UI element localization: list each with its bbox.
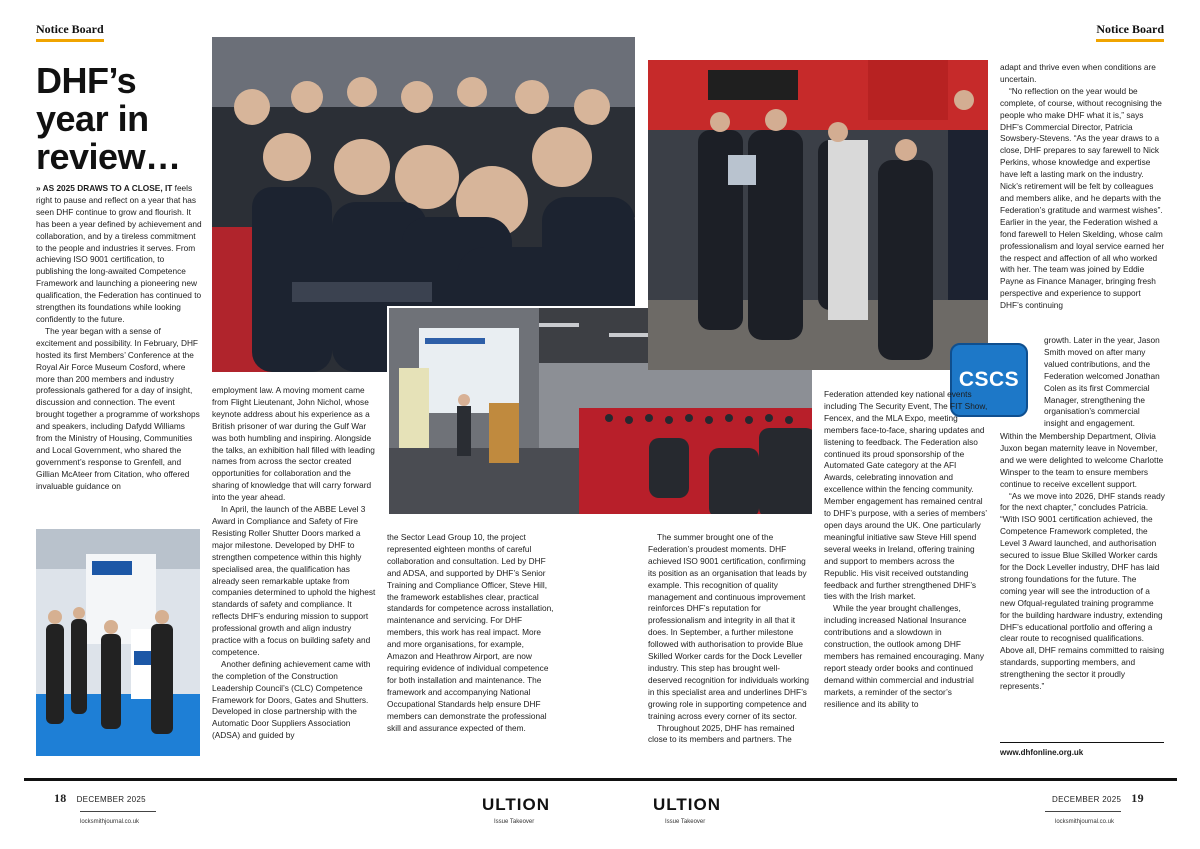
issue-takeover-right: Issue Takeover [665, 819, 706, 825]
paragraph-events: Federation attended key national events including The Security Event, The FIT Show, Fencex, and the MLA Expo, meeting members face-to-face, sharing updates and listening to feedback. The Federation also continued its proud sponsorship of the Automated Gate category at the AFI Awards, celebrating innovation and excellence within the fencing community. Member engagement has remained central to DHF’s purpose, with a series of members’ open days around the UK. One particularly meaningful initiative saw Steve Hill spend several weeks in Ireland, offering training and support to members across the Republic. His visit received outstanding feedback and further strengthened DHF’s ties with the Irish market. [824, 389, 988, 602]
issue-date-right: DECEMBER 2025 [1052, 795, 1122, 804]
article-column-6-wrap [1044, 335, 1165, 430]
paragraph-sector-lead: the Sector Lead Group 10, the project represented eighteen months of careful collaboration and consultation. Led by DHF and ADSA, and supported by DHF’s Senior Training and Compliance Officer, Steve Hill, the framework establishes clear, practical standards for competence across installation, maintenance and servicing. For DHF members, this work has real impact. More and more organisations, for example, Amazon and Heathrow Airport, are now requiring evidence of individual competence for both installation and maintenance. The framework and accompanying National Occupational Standards help ensure DHF members can demonstrate the professional skill and assurance expected of them. [387, 532, 554, 733]
paragraph-members: Throughout 2025, DHF has remained close to its members and partners. The [648, 722, 795, 745]
lead-caps: » AS 2025 DRAWS TO A CLOSE, IT [36, 183, 173, 193]
article-column-4 [648, 532, 813, 746]
paragraph-iso: The summer brought one of the Federation’s proudest moments. DHF achieved ISO 9001 certification, confirming its position as an organisation that leads by example. This recognition of quality management and continuous improvement reinforces DHF’s reputation for professionalism and integrity in all that it does. In September, a further milestone followed with authorisation to provide Blue Skilled Worker cards for the Dock Leveller industry. This step has brought well-deserved recognition for individuals working in this specialist area and underlines DHF’s growing role in supporting competence and training across every corner of its sector. [648, 532, 809, 721]
ultion-logo-right: ULTION [653, 795, 722, 814]
paragraph-thrive: adapt and thrive even when conditions are uncertain. [1000, 62, 1156, 84]
paragraph-farewell: “No reflection on the year would be complete, of course, without recognising the people who make DHF what it is,” says DHF’s Commercial Director, Patricia Sowsbery-Stevens. “As the year draws to a close, DHF prepares to say farewell to Nick Perkins, whose knowledge and expertise have left a lasting mark on the industry. Nick’s retirement will be felt by colleagues and members alike, and he departs with the Federation’s gratitude and warmest wishes”. Earlier in the year, the Federation wished a fond farewell to Helen Skelding, whose calm professionalism and loyal service earned her the respect and affection of all who worked with her. The team was joined by Eddie Payne as Finance Manager, bringing fresh perspective and experience to support DHF’s continuing [1000, 85, 1165, 311]
web-divider [1000, 742, 1164, 743]
paragraph-conclusion: “As we move into 2026, DHF stands ready for the next chapter,” concludes Patricia. “With ISO 9001 certification achieved, the Competence Framework completed, the Level 3 Award launched, and authorisation secured to issue Blue Skilled Worker cards for the Dock Leveller industry, DHF has laid strong foundations for the future. The coming year will see the introduction of a new Ofqual-regulated training programme for the building hardware industry, extending DHF’s educational portfolio and offering a clear route to recognised qualifications. Above all, DHF remains committed to raising standards, supporting members, and strengthening the sector it proudly represents.” [1000, 490, 1165, 692]
footer-rule-left [24, 778, 600, 781]
article-column-6-lower [1000, 431, 1165, 693]
article-column-3 [387, 532, 554, 734]
paragraph-membership: Within the Membership Department, Olivia Juxon began maternity leave in November, and we were delighted to welcome Charlotte Winsper to the team to ensure members continue to receive excellent support. [1000, 431, 1164, 489]
folio-left [54, 791, 146, 806]
folio-right [1052, 791, 1144, 806]
paragraph-intro: feels right to pause and reflect on a year that has seen DHF continue to grow and flourish. It has been a year defined by achievement and collaboration, and by a tireless commitment to the people and industries it serves. From achieving ISO 9001 certification, to publishing the long-awaited Competence Framework and launching a pioneering new qualification, the Federation has continued to strengthen its foundations while looking confidently to the future. [36, 183, 202, 324]
paragraph-challenges: While the year brought challenges, including increased National Insurance contributions and a slowdown in construction, the outlook among DHF members has remained encouraging. Many report steady order books and continued demand within commercial and industrial markets, a reminder of the sector’s resilience and its ability to [824, 603, 985, 709]
paragraph-new-staff: growth. Later in the year, Jason Smith moved on after many valued contributions, and the Federation welcomed Jonathan Colen as its first Commercial Manager, strengthening the organisation’s commercial insight and engagement. [1044, 335, 1160, 429]
footer-thin-right [1045, 811, 1121, 812]
article-column-1 [36, 183, 203, 493]
paragraph-conference: The year began with a sense of excitement and possibility. In February, DHF hosted its first Members’ Conference at the Royal Air Force Museum Cosford, where more than 200 members and industry professionals gathered for a day of insight, discussion and connection. The event brought together a programme of workshops and speakers, including Dafydd Williams from the Ministry of Housing, Communities and Local Government, who shared the government’s response to Grenfell, and Gillian McAteer from Citation, who offered invaluable guidance on [36, 325, 200, 491]
section-label-right: Notice Board [1096, 22, 1164, 42]
footer-rule-right [600, 778, 1177, 781]
site-url-left[interactable]: locksmithjournal.co.uk [80, 819, 140, 825]
paragraph-keynote: employment law. A moving moment came from Flight Lieutenant, John Nichol, whose keynote address about his experience as a British prisoner of war during the Gulf War was both humbling and inspiring. Alongside the talks, an exhibition hall filled with leading names from across the sector created opportunities for collaboration and the sharing of knowledge that will carry forward into the year ahead. [212, 385, 375, 503]
paragraph-clc-framework: Another defining achievement came with the completion of the Construction Leadership Council’s (CLC) Competence Framework for Doors, Gates and Shutters. Developed in close partnership with the Automatic Door Suppliers Association (ADSA) and guided by [212, 658, 371, 741]
page-number-right: 19 [1131, 791, 1144, 805]
paragraph-abbe-award: In April, the launch of the ABBE Level 3 Award in Compliance and Safety of Fire Resisting Roller Shutter Doors marked a major milestone. Developed by DHF to strengthen competence within this highly specialised area, the qualification has already seen remarkable uptake from companies determined to uphold the highest standards of safety and compliance. It reflects DHF’s enduring mission to support professional growth and align industry practice with a focus on building safety and competence. [212, 504, 376, 657]
website-link[interactable]: www.dhfonline.org.uk [1000, 748, 1084, 757]
page-number-left: 18 [54, 791, 67, 805]
cscs-logo: CSCS [950, 343, 1028, 417]
article-column-5 [824, 389, 988, 710]
trade-show-photo [648, 60, 988, 370]
site-url-right[interactable]: locksmithjournal.co.uk [1055, 819, 1115, 825]
issue-date-left: DECEMBER 2025 [76, 795, 146, 804]
exhibition-stand-photo [36, 529, 200, 756]
ultion-logo-left: ULTION [482, 795, 551, 814]
article-column-2 [212, 385, 379, 742]
page-headline: DHF’s year in review… [36, 60, 181, 177]
issue-takeover-left: Issue Takeover [494, 819, 535, 825]
section-label-left: Notice Board [36, 22, 104, 42]
article-column-6 [1000, 62, 1165, 312]
footer-thin-left [80, 811, 156, 812]
